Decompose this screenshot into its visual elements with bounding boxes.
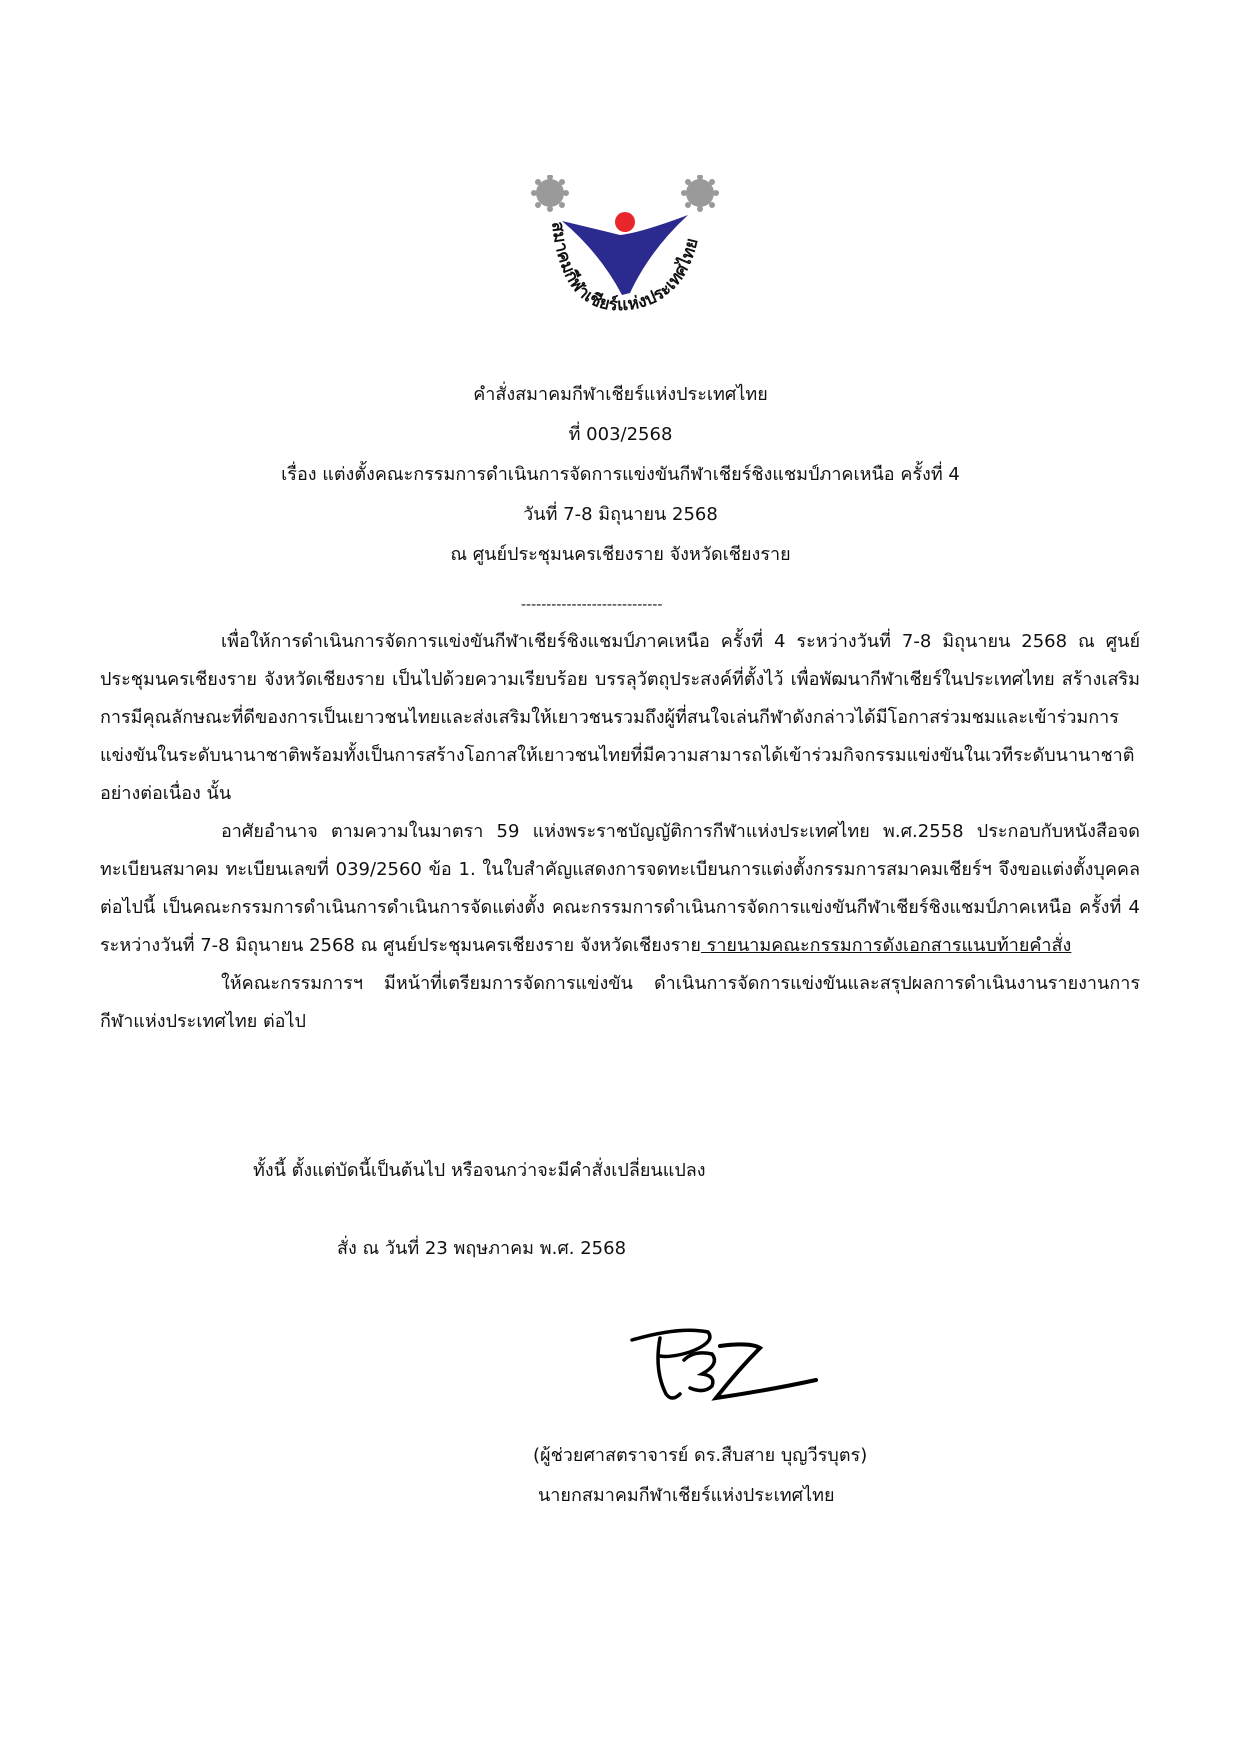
order-issuer: คำสั่งสมาคมกีฬาเชียร์แห่งประเทศไทย <box>473 384 768 405</box>
pompom-right-icon <box>681 175 719 212</box>
effective-statement: ทั้งนี้ ตั้งแต่บัดนี้เป็นต้นไป หรือจนกว่าจะมีคำสั่งเปลี่ยนแปลง <box>253 1160 706 1181</box>
duty-paragraph: ให้คณะกรรมการฯ มีหน้าที่เตรียมการจัดการแข่งขัน ดำเนินการจัดการแข่งขันและสรุปผลการดำเนินงานรายงานการกีฬาแห่งประเทศไทย ต่อไป <box>100 973 1140 1032</box>
authority-text: อาศัยอำนาจ ตามความในมาตรา 59 แห่งพระราชบัญญัติการกีฬาแห่งประเทศไทย พ.ศ.2558 ประกอบกับหนังสือจดทะเบียนสมาคม ทะเบียนเลขที่ 039/2560 ข้อ 1. ในใบสำคัญแสดงการจดทะเบียนการแต่งตั้งกรรมการสมาคมเชียร์ฯ จึงขอแต่งตั้งบุคคลต่อไปนี้ เป็นคณะกรรมการดำเนินการดำเนินการจัดแต่งตั้ง คณะกรรมการดำเนินการจัดการแข่งขันกีฬาเชียร์ชิงแชมป์ภาคเหนือ ครั้งที่ 4 ระหว่างวันที่ 7-8 มิถุนายน 2568 ณ ศูนย์ประชุมนครเชียงราย จังหวัดเชียงราย <box>100 821 1140 956</box>
order-date: สั่ง ณ วันที่ 23 พฤษภาคม พ.ศ. 2568 <box>337 1238 627 1259</box>
logo-text: สมาคมกีฬาเชียร์แห่งประเทศไทย <box>547 220 703 316</box>
order-header <box>0 375 1241 575</box>
signature <box>620 1320 840 1410</box>
order-number: ที่ 003/2568 <box>568 424 673 445</box>
purpose-paragraph: เพื่อให้การดำเนินการจัดการแข่งขันกีฬาเชียร์ชิงแชมป์ภาคเหนือ ครั้งที่ 4 ระหว่างวันที่ 7-8 มิถุนายน 2568 ณ ศูนย์ประชุมนครเชียงราย จังหวัดเชียงราย เป็นไปด้วยความเรียบร้อย บรรลุวัตถุประสงค์ที่ตั้งไว้ เพื่อพัฒนากีฬาเชียร์ในประเทศไทย สร้างเสริมการมีคุณลักษณะที่ดีของการเป็นเยาวชนไทยและส่งเสริมให้เยาวชนรวมถึงผู้ที่สนใจเล่นกีฬาดังกล่าวได้มีโอกาสร่วมชมและเข้าร่วมการแข่งขันในระดับนานาชาติพร้อมทั้งเป็นการสร้างโอกาสให้เยาวชนไทยที่มีความสามารถได้เข้าร่วมกิจกรรมแข่งขันในเวทีระดับนานาชาติอย่างต่อเนื่อง นั้น <box>100 631 1140 804</box>
signatory-title: นายกสมาคมกีฬาเชียร์แห่งประเทศไทย <box>538 1485 835 1506</box>
attachment-reference: รายนามคณะกรรมการดังเอกสารแนบท้ายคำสั่ง <box>700 935 1072 956</box>
signatory-name: (ผู้ช่วยศาสตราจารย์ ดร.สืบสาย บุญวีรบุตร) <box>533 1445 868 1466</box>
association-logo <box>530 175 720 335</box>
order-subject: เรื่อง แต่งตั้งคณะกรรมการดำเนินการจัดการแข่งขันกีฬาเชียร์ชิงแชมป์ภาคเหนือ ครั้งที่ 4 <box>281 464 960 485</box>
event-venue: ณ ศูนย์ประชุมนครเชียงราย จังหวัดเชียงราย <box>450 544 791 565</box>
order-body <box>100 623 1140 1041</box>
header-divider: ---------------------------- <box>521 597 663 613</box>
authority-paragraph <box>100 813 1140 965</box>
pompom-left-icon <box>531 175 569 212</box>
event-date: วันที่ 7-8 มิถุนายน 2568 <box>523 504 718 525</box>
cheerleader-head-icon <box>615 212 635 232</box>
